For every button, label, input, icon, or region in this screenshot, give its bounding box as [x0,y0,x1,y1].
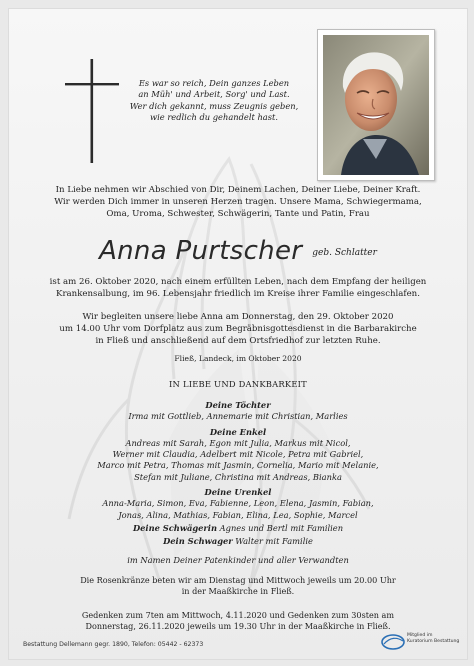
intro-line: In Liebe nehmen wir Abschied von Dir, Deinem Lachen, Deiner Liebe, Deiner Kraft. [55,185,421,195]
portrait-photo [323,35,429,175]
daughters-line: Irma mit Gottlieb, Annemarie mit Christian, Marlies [128,411,348,422]
great-grandchildren-label: Deine Urenkel [204,487,272,498]
grandchildren-line: Andreas mit Sarah, Egon mit Julia, Markus mit Nicol, [125,437,351,448]
funeral-home-footer: Bestattung Dellemann gegr. 1890, Telefon: 05442 - 62373 [23,641,204,648]
grandchildren-line: Werner mit Claudia, Adelbert mit Nicole, Petra mit Gabriel, [112,449,364,460]
death-announcement [29,277,447,301]
deceased-name-line [29,236,447,270]
verse-line: wie redlich du gehandelt hast. [150,111,278,122]
verse-line: Wer dich gekannt, muss Zeugnis geben, [129,100,299,111]
rosary-line: Die Rosenkränze beten wir am Dienstag und Mittwoch jeweils um 20.00 Uhr [80,575,396,585]
intro-line: Wir werden Dich immer in unseren Herzen tragen. Unsere Mama, Schwiegermama, [54,196,422,207]
brother-in-law-label: Dein Schwager [163,536,233,547]
maiden-name: geb. Schlatter [312,248,377,258]
funeral-line: um 14.00 Uhr vom Dorfplatz aus zum Begräbnisgottesdienst in die Barbarakirche [59,323,417,334]
funeral-info [29,312,447,347]
brother-in-law-names: Walter mit Familie [235,536,313,547]
intro-text [29,185,447,220]
thanks-heading: IN LIEBE UND DANKBARKEIT [169,379,307,389]
deceased-name: Anna Purtscher [99,236,303,266]
verse-line: Es war so reich, Dein ganzes Leben [138,78,290,88]
memorial-line: Donnerstag, 26.11.2020 jeweils um 19.30 Uhr in der Maaßkirche in Fließ. [85,621,391,631]
place-date: Fließ, Landeck, im Oktober 2020 [174,354,302,363]
sister-in-law-label: Deine Schwägerin [132,522,217,533]
family-list [29,400,447,566]
verse [109,78,319,123]
grandchildren-line: Marco mit Petra, Thomas mit Jasmin, Cornelia, Mario mit Melanie, [97,460,379,471]
rosary-line: in der Maaßkirche in Fließ. [181,586,295,596]
intro-line: Oma, Uroma, Schwester, Schwägerin, Tante und Patin, Frau [106,208,370,219]
logo-caption-line: Kuratorium Bestattung [407,638,460,644]
grandchildren-line: Stefan mit Juliane, Christina mit Andreas, Bianka [134,471,342,482]
memorial-info [29,610,447,632]
great-grandchildren-line: Anna-Maria, Simon, Eva, Fabienne, Leon, Elena, Jasmin, Fabian, [102,498,374,509]
verse-line: an Müh' und Arbeit, Sorg' und Last. [138,89,290,100]
funeral-line: in Fließ und anschließend auf dem Ortsfriedhof zur letzten Ruhe. [95,335,381,346]
grandchildren-label: Deine Enkel [209,426,267,437]
daughters-label: Deine Töchter [205,400,271,410]
family-closing: im Namen Deiner Patenkinder und aller Verwandten [127,554,349,565]
death-line: Krankensalbung, im 96. Lebensjahr friedlich im Kreise ihrer Familie eingeschlafen. [56,288,420,299]
memorial-line: Gedenken zum 7ten am Mittwoch, 4.11.2020 und Gedenken zum 30sten am [81,610,395,620]
death-line: ist am 26. Oktober 2020, nach einem erfüllten Leben, nach dem Empfang der heiligen [49,277,427,287]
rosary-info [29,575,447,597]
logo-caption [407,633,459,644]
logo-caption-line: Mitglied im [407,633,433,638]
great-grandchildren-line: Jonas, Alina, Mathias, Fabian, Elina, Lea, Sophie, Marcel [118,509,358,520]
sister-in-law-names: Agnes und Bertl mit Familien [219,522,344,533]
obituary-page [8,8,468,660]
portrait-frame [317,29,435,181]
funeral-line: Wir begleiten unsere liebe Anna am Donnerstag, den 29. Oktober 2020 [82,312,394,322]
